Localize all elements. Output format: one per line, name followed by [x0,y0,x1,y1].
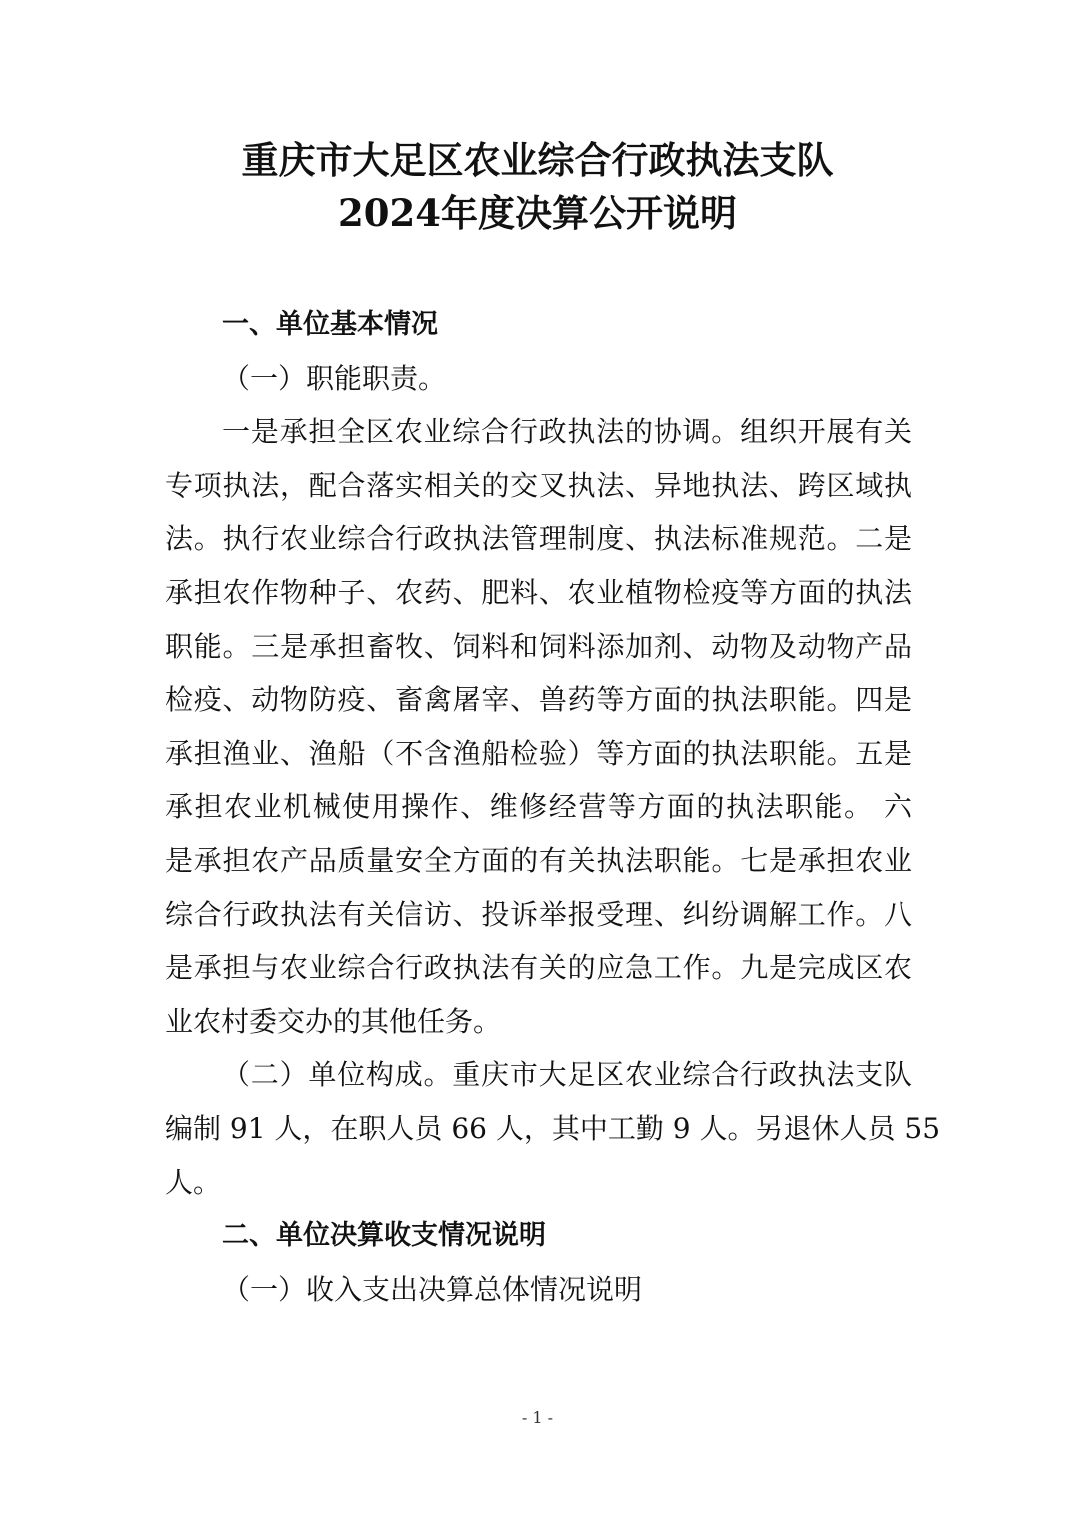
section-heading: 一、单位基本情况 [222,309,438,340]
section-heading: 二、单位决算收支情况说明 [222,1220,546,1252]
text-line: 综合行政执法有关信访、投诉举报受理、纠纷调解工作。八 [165,897,912,931]
text-line: 编制 91 人，在职人员 66 人，其中工勤 9 人。另退休人员 55 [165,1111,941,1145]
text-line: 检疫、动物防疫、畜禽屠宰、兽药等方面的执法职能。四是 [165,683,912,717]
text-line: 业农村委交办的其他任务。 [165,1004,502,1038]
subsection-heading: （一）职能职责。 [222,361,447,395]
text-line: 承担农作物种子、农药、肥料、农业植物检疫等方面的执法 [165,575,912,609]
subsection-heading: （一）收入支出决算总体情况说明 [222,1272,643,1306]
text-line: 是承担农产品质量安全方面的有关执法职能。七是承担农业 [165,843,912,877]
composition-paragraph [165,1048,941,1209]
text-line: 法。执行农业综合行政执法管理制度、执法标准规范。二是 [165,522,912,556]
text-line: （二）单位构成。重庆市大足区农业综合行政执法支队 [222,1058,912,1092]
document-body [165,298,941,1316]
page-number: - 1 - [521,1408,554,1427]
text-line: 承担农业机械使用操作、维修经营等方面的执法职能。 六 [165,790,912,824]
text-line: 专项执法，配合落实相关的交叉执法、异地执法、跨区域执 [165,468,912,502]
text-line: 是承担与农业综合行政执法有关的应急工作。九是完成区农 [165,951,912,985]
duties-paragraph [165,405,912,1048]
text-line: 职能。三是承担畜牧、饲料和饲料添加剂、动物及动物产品 [165,629,912,663]
text-line: 承担渔业、渔船（不含渔船检验）等方面的执法职能。五是 [165,736,912,770]
text-line: 一是承担全区农业综合行政执法的协调。组织开展有关 [222,415,912,449]
text-line: 人。 [165,1165,222,1199]
document-title-line1: 重庆市大足区农业综合行政执法支队 [241,138,834,182]
document-title-line2: 2024年度决算公开说明 [338,191,737,235]
